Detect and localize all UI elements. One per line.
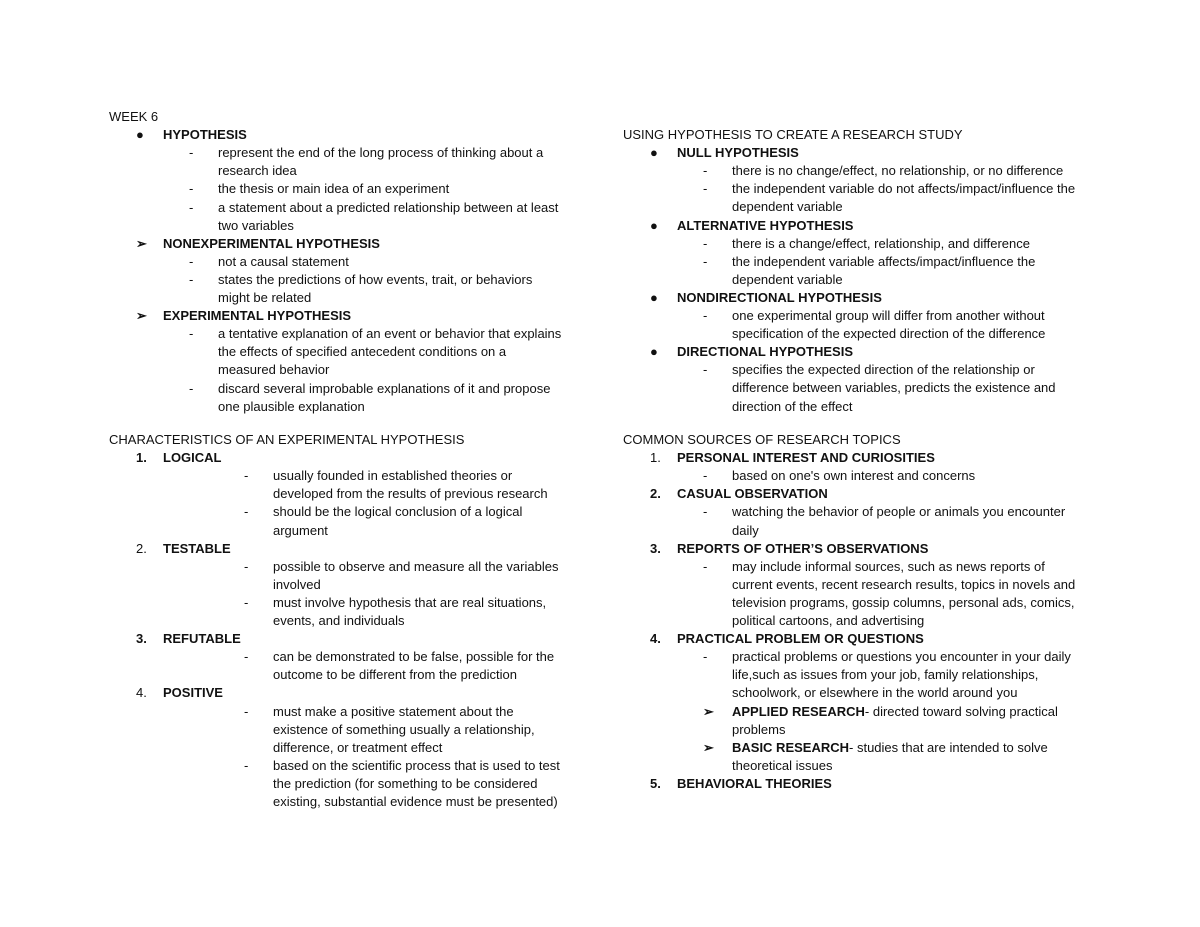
bullet-dash: - (703, 362, 708, 378)
bullet-text: can be demonstrated to be false, possible for the (273, 649, 555, 665)
list-item-heading: POSITIVE (163, 685, 223, 701)
bullet-text: one experimental group will differ from another without (732, 308, 1045, 323)
bullet-text: dependent variable (732, 271, 843, 287)
bullet-text: existence of something usually a relationship, (273, 721, 535, 737)
bullet-dash: - (703, 468, 708, 484)
bullet-dash: - (703, 308, 708, 323)
list-marker: ➢ (136, 308, 147, 324)
list-marker: ● (650, 289, 658, 305)
bullet-text: states the predictions of how events, trait, or behaviors (218, 271, 533, 287)
list-item-heading: REFUTABLE (163, 631, 241, 647)
bullet-dash: - (244, 504, 249, 520)
list-item-heading: HYPOTHESIS (163, 127, 247, 143)
bullet-dash: - (244, 649, 249, 665)
list-item-heading: PRACTICAL PROBLEM OR QUESTIONS (677, 631, 924, 647)
bullet-text: political cartoons, and advertising (732, 613, 925, 628)
bullet-text: should be the logical conclusion of a logical (273, 504, 523, 520)
bullet-text: life,such as issues from your job, family relationships, (732, 667, 1039, 683)
bullet-dash: - (703, 235, 708, 251)
bullet-text: schoolwork, or elsewhere in the world around you (732, 685, 1018, 701)
list-item-heading: TESTABLE (163, 540, 231, 556)
bullet-dash: - (189, 199, 194, 215)
bullet-dash: - (189, 253, 194, 269)
list-item-heading: PERSONAL INTEREST AND CURIOSITIES (677, 450, 935, 466)
bullet-text: may include informal sources, such as news reports of (732, 558, 1045, 574)
list-marker: 1. (136, 450, 147, 466)
bullet-text: the thesis or main idea of an experiment (218, 181, 450, 197)
bullet-text: usually founded in established theories or (273, 468, 513, 484)
arrow-item-title: BASIC RESEARCH (732, 739, 850, 755)
section-heading: CHARACTERISTICS OF AN EXPERIMENTAL HYPOTHESIS (109, 432, 465, 447)
bullet-text: a statement about a predicted relationship between at least (218, 199, 559, 215)
list-item-heading: REPORTS OF OTHER’S OBSERVATIONS (677, 540, 929, 556)
list-marker: ● (650, 217, 658, 233)
list-marker: 3. (136, 631, 147, 647)
bullet-text: difference, or treatment effect (273, 739, 443, 755)
arrow-item (732, 739, 1048, 757)
bullet-text: the prediction (for something to be considered (273, 775, 538, 791)
bullet-text: might be related (218, 290, 312, 305)
list-item-heading: NULL HYPOTHESIS (677, 145, 799, 161)
list-marker: 4. (650, 631, 661, 647)
bullet-text: existing, substantial evidence must be presented) (273, 794, 558, 809)
bullet-text: the independent variable affects/impact/influence the (732, 253, 1036, 269)
bullet-dash: - (703, 181, 708, 197)
bullet-dash: - (244, 703, 249, 719)
arrow-marker: ➢ (703, 703, 714, 719)
bullet-dash: - (703, 253, 708, 269)
bullet-text: television programs, gossip columns, personal ads, comics, (732, 594, 1075, 610)
list-item-heading: BEHAVIORAL THEORIES (677, 775, 832, 791)
arrow-marker: ➢ (703, 739, 714, 755)
bullet-text: current events, recent research results, topics in novels and (732, 576, 1076, 592)
bullet-text: dependent variable (732, 199, 843, 215)
bullet-dash: - (244, 558, 249, 574)
list-item-heading: NONDIRECTIONAL HYPOTHESIS (677, 289, 882, 305)
list-item-heading: LOGICAL (163, 450, 222, 466)
list-marker: ● (650, 344, 658, 360)
bullet-text: represent the end of the long process of thinking about a (218, 145, 544, 161)
bullet-text: events, and individuals (273, 613, 405, 628)
bullet-text: daily (732, 522, 759, 538)
bullet-text: one plausible explanation (218, 398, 365, 414)
list-item-heading: DIRECTIONAL HYPOTHESIS (677, 344, 854, 360)
arrow-item-continued: theoretical issues (732, 757, 833, 773)
section-heading: USING HYPOTHESIS TO CREATE A RESEARCH STUDY (623, 127, 963, 142)
bullet-text: practical problems or questions you encounter in your daily (732, 649, 1071, 665)
bullet-dash: - (189, 145, 194, 161)
bullet-text: based on the scientific process that is used to test (273, 757, 560, 773)
bullet-dash: - (703, 504, 708, 520)
section-heading: WEEK 6 (109, 109, 159, 124)
bullet-text: not a causal statement (218, 253, 349, 269)
bullet-text: two variables (218, 217, 294, 233)
arrow-item-continued: problems (732, 721, 786, 737)
list-marker: ● (136, 127, 144, 143)
list-item-heading: EXPERIMENTAL HYPOTHESIS (163, 308, 352, 324)
bullet-text: must involve hypothesis that are real situations, (273, 594, 547, 610)
bullet-text: argument (273, 522, 328, 538)
bullet-text: involved (273, 576, 321, 592)
bullet-dash: - (244, 594, 249, 610)
bullet-text: specification of the expected direction of the difference (732, 326, 1046, 342)
bullet-text: outcome to be different from the prediction (273, 667, 518, 683)
bullet-dash: - (703, 558, 708, 574)
bullet-text: specifies the expected direction of the relationship or (732, 362, 1035, 378)
bullet-dash: - (703, 163, 708, 179)
list-marker: ➢ (136, 235, 147, 251)
list-marker: 2. (136, 540, 147, 556)
bullet-text: possible to observe and measure all the variables (273, 558, 559, 574)
bullet-text: a tentative explanation of an event or behavior that explains (218, 326, 562, 342)
list-item-heading: CASUAL OBSERVATION (677, 486, 828, 502)
arrow-item-text: - studies that are intended to solve (849, 739, 1048, 755)
arrow-item (732, 703, 1058, 721)
bullet-text: the effects of specified antecedent conditions on a (218, 344, 507, 360)
list-marker: 3. (650, 540, 661, 556)
bullet-dash: - (189, 380, 194, 396)
bullet-dash: - (189, 326, 194, 342)
list-marker: 2. (650, 486, 661, 502)
bullet-text: based on one's own interest and concerns (732, 468, 976, 484)
list-marker: ● (650, 145, 658, 161)
bullet-text: watching the behavior of people or animals you encounter (732, 504, 1066, 520)
list-marker: 5. (650, 775, 661, 791)
bullet-text: research idea (218, 163, 297, 179)
list-item-heading: NONEXPERIMENTAL HYPOTHESIS (163, 235, 380, 251)
list-item-heading: ALTERNATIVE HYPOTHESIS (677, 217, 854, 233)
bullet-text: developed from the results of previous research (273, 486, 548, 502)
bullet-dash: - (189, 181, 194, 197)
bullet-text: must make a positive statement about the (273, 703, 514, 719)
bullet-text: there is no change/effect, no relationship, or no difference (732, 163, 1064, 179)
bullet-text: difference between variables, predicts the existence and (732, 380, 1056, 396)
list-marker: 4. (136, 685, 147, 701)
list-marker: 1. (650, 450, 661, 466)
bullet-text: measured behavior (218, 362, 330, 378)
bullet-dash: - (244, 468, 249, 484)
section-heading: COMMON SOURCES OF RESEARCH TOPICS (623, 432, 901, 447)
bullet-dash: - (703, 649, 708, 665)
arrow-item-text: - directed toward solving practical (864, 703, 1058, 719)
bullet-text: the independent variable do not affects/impact/influence the (732, 181, 1076, 197)
bullet-dash: - (244, 757, 249, 773)
bullet-text: discard several improbable explanations of it and propose (218, 380, 551, 396)
bullet-text: direction of the effect (732, 398, 853, 414)
arrow-item-title: APPLIED RESEARCH (732, 703, 865, 719)
bullet-text: there is a change/effect, relationship, and difference (732, 235, 1030, 251)
bullet-dash: - (189, 271, 194, 287)
